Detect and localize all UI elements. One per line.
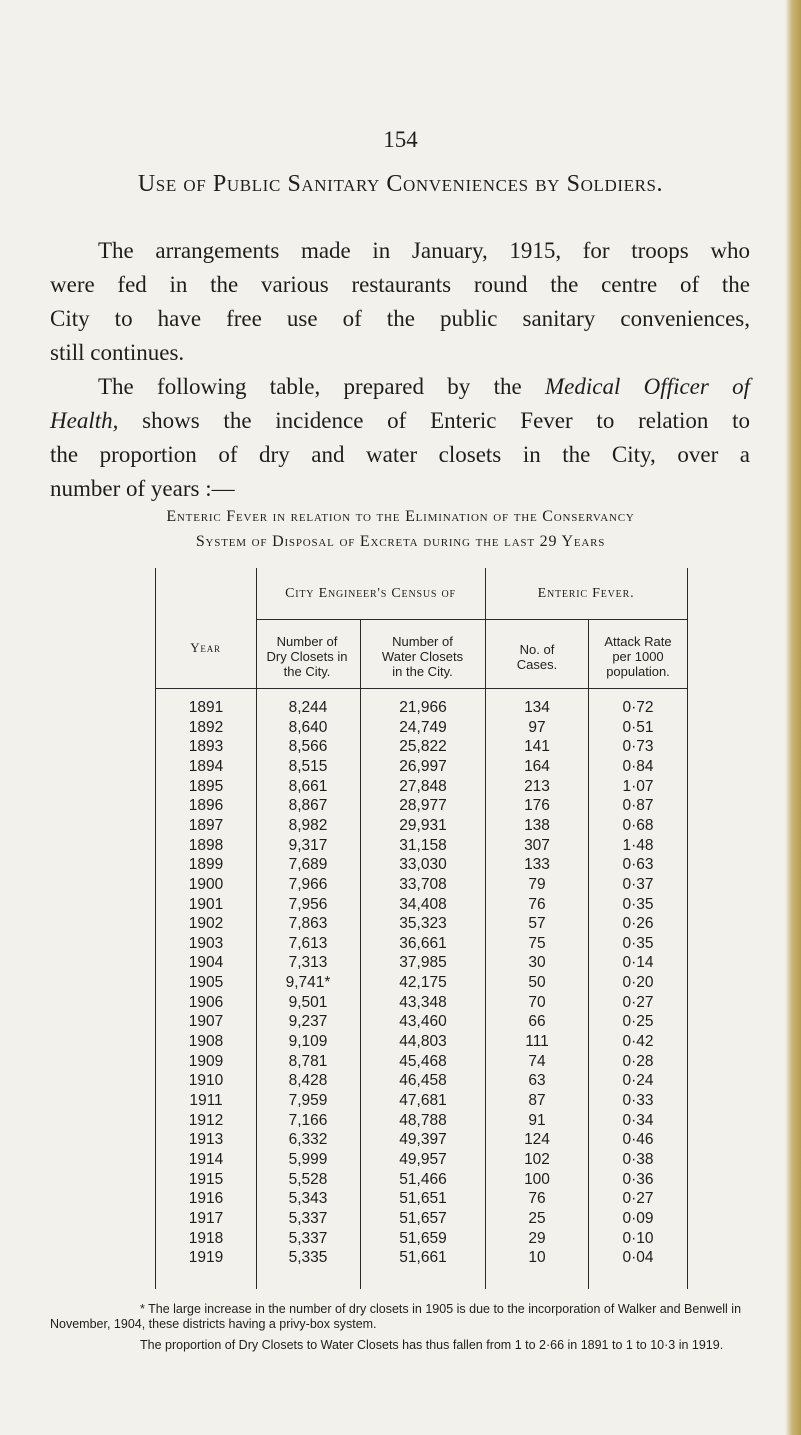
cell-year: 1907 (188, 1013, 224, 1031)
cell-year: 1904 (188, 954, 224, 972)
cell-cases: 164 (524, 757, 550, 775)
header-line: Cases. (516, 657, 558, 672)
cell-rate: 0·20 (622, 974, 654, 992)
header-line: Number of (276, 634, 338, 649)
cell-dry: 9,501 (288, 993, 328, 1011)
cell-rate: 0·28 (622, 1052, 654, 1070)
health-title: Health, (50, 408, 119, 433)
cell-rate: 0·14 (622, 954, 654, 972)
cell-year: 1912 (188, 1111, 224, 1129)
cell-cases: 213 (524, 777, 550, 795)
cell-year: 1900 (188, 875, 224, 893)
paragraph-line: still continues. (50, 340, 185, 365)
cell-water: 51,651 (399, 1190, 447, 1208)
cell-cases: 57 (528, 915, 546, 933)
cell-dry: 8,661 (288, 777, 328, 795)
cell-rate: 0·24 (622, 1072, 654, 1090)
cell-cases: 141 (524, 738, 550, 756)
cell-year: 1893 (188, 738, 224, 756)
cell-cases: 97 (528, 718, 546, 736)
header-line: the City. (283, 664, 331, 679)
cell-water: 28,977 (399, 797, 447, 815)
cell-year: 1909 (188, 1052, 224, 1070)
cell-rate: 0·51 (622, 718, 654, 736)
cell-cases: 76 (528, 895, 546, 913)
census-group-header: City Engineer's Census of (285, 586, 456, 601)
cell-year: 1911 (189, 1092, 223, 1109)
cell-year: 1908 (188, 1033, 224, 1051)
cell-dry: 5,528 (288, 1170, 328, 1188)
cell-cases: 134 (524, 699, 550, 716)
cell-dry: 8,428 (288, 1072, 328, 1090)
cell-cases: 25 (528, 1209, 546, 1227)
cell-rate: 0·72 (622, 699, 654, 716)
cell-water: 37,985 (399, 954, 447, 972)
cell-year: 1905 (188, 974, 224, 992)
header-line: population. (606, 664, 670, 679)
cell-cases: 102 (524, 1150, 550, 1168)
cell-year: 1892 (188, 718, 224, 736)
cell-cases: 100 (524, 1170, 550, 1188)
cell-year: 1917 (188, 1209, 224, 1227)
cell-water: 49,397 (399, 1131, 447, 1149)
dry-closets-header (258, 634, 356, 679)
enteric-group-header: Enteric Fever. (537, 586, 635, 601)
cell-year: 1914 (188, 1150, 224, 1168)
cell-water: 48,788 (399, 1111, 447, 1129)
section-heading: Use of Public Sanitary Conveniences by Soldiers. (137, 171, 664, 197)
paragraph-line: the proportion of dry and water closets in the City, over a (50, 442, 750, 467)
cell-year: 1895 (188, 777, 224, 795)
cell-cases: 176 (524, 797, 550, 815)
cell-rate: 0·27 (622, 993, 654, 1011)
cell-cases: 10 (528, 1249, 546, 1267)
paragraph-text: The following table, prepared by the (98, 374, 522, 399)
cell-cases: 63 (528, 1072, 546, 1090)
table-caption-line1: Enteric Fever in relation to the Elimination of the Conservancy (166, 508, 635, 525)
cell-year: 1894 (188, 757, 224, 775)
cell-dry: 5,335 (288, 1249, 328, 1267)
cell-cases: 111 (525, 1033, 549, 1051)
cell-year: 1891 (188, 699, 224, 716)
cell-dry: 7,313 (288, 954, 328, 972)
cell-rate: 0·42 (622, 1033, 654, 1051)
cell-dry: 8,867 (288, 797, 328, 815)
cell-water: 27,848 (399, 777, 447, 795)
cell-rate: 0·33 (622, 1092, 654, 1109)
cell-dry: 8,640 (288, 718, 328, 736)
cell-rate: 0·27 (622, 1190, 654, 1208)
cell-dry: 9,109 (288, 1033, 328, 1051)
cell-year: 1910 (188, 1072, 224, 1090)
cell-cases: 74 (528, 1052, 546, 1070)
cell-water: 33,708 (399, 875, 447, 893)
cell-water: 25,822 (399, 738, 447, 756)
cell-rate: 0·63 (622, 856, 654, 874)
cell-water: 49,957 (399, 1150, 447, 1168)
table-rule (256, 619, 687, 620)
page-number: 154 (383, 127, 418, 152)
cell-year: 1896 (188, 797, 224, 815)
cell-year: 1916 (188, 1190, 224, 1208)
cell-cases: 70 (528, 993, 546, 1011)
cell-dry: 7,689 (288, 856, 328, 874)
cell-water: 51,466 (399, 1170, 447, 1188)
cell-dry: 7,966 (288, 875, 328, 893)
cell-rate: 0·37 (622, 875, 654, 893)
cell-dry: 8,982 (288, 816, 328, 834)
cell-cases: 124 (524, 1131, 550, 1149)
cell-water: 45,468 (399, 1052, 447, 1070)
paragraph-text: shows the incidence of Enteric Fever to relation to (142, 408, 751, 433)
cell-rate: 0·25 (622, 1013, 654, 1031)
cell-rate: 0·10 (622, 1229, 654, 1247)
cell-dry: 6,332 (288, 1131, 328, 1149)
cell-dry: 5,343 (288, 1190, 328, 1208)
cell-year: 1915 (188, 1170, 224, 1188)
cell-rate: 1·48 (622, 836, 654, 854)
header-line: in the City. (392, 664, 453, 679)
cell-water: 26,997 (399, 757, 447, 775)
cell-dry: 5,337 (288, 1209, 328, 1227)
cell-year: 1902 (188, 915, 224, 933)
cell-rate: 0·46 (622, 1131, 654, 1149)
cell-dry: 7,166 (288, 1111, 328, 1129)
header-line: Dry Closets in (266, 649, 348, 664)
cell-year: 1897 (188, 816, 224, 834)
cell-dry: 5,337 (288, 1229, 328, 1247)
attack-rate-header (590, 634, 686, 679)
cell-water: 51,657 (399, 1209, 447, 1227)
cell-rate: 0·84 (622, 757, 654, 775)
cell-cases: 29 (528, 1229, 546, 1247)
cell-rate: 0·35 (622, 934, 654, 952)
year-header: Year (190, 640, 221, 655)
paragraph-line: The arrangements made in January, 1915, for troops who (98, 238, 750, 263)
cell-dry: 7,613 (288, 934, 328, 952)
cell-year: 1918 (188, 1229, 224, 1247)
cell-dry: 7,959 (288, 1092, 328, 1109)
table-rule (155, 688, 687, 689)
cell-cases: 87 (528, 1092, 546, 1109)
cell-cases: 91 (528, 1111, 546, 1129)
table-caption-line2: System of Disposal of Excreta during the last 29 Years (195, 533, 606, 550)
cell-water: 21,966 (399, 699, 447, 716)
cell-water: 34,408 (399, 895, 447, 913)
cell-dry: 7,863 (288, 915, 328, 933)
cell-rate: 0·38 (622, 1150, 654, 1168)
cell-cases: 307 (524, 836, 550, 854)
cell-water: 43,460 (399, 1013, 447, 1031)
cell-cases: 133 (524, 856, 550, 874)
paragraph-line: City to have free use of the public sanitary conveniences, (50, 306, 750, 331)
cell-rate: 0·04 (622, 1249, 654, 1267)
cell-rate: 0·73 (622, 738, 654, 756)
cell-water: 47,681 (399, 1092, 447, 1109)
cell-water: 44,803 (399, 1033, 447, 1051)
cell-dry: 8,566 (288, 738, 328, 756)
cell-cases: 30 (528, 954, 546, 972)
water-closets-header (362, 634, 483, 679)
cell-cases: 76 (528, 1190, 546, 1208)
cell-water: 43,348 (399, 993, 447, 1011)
header-line: No. of (519, 642, 555, 657)
paragraph-line: number of years :— (50, 476, 235, 501)
cell-dry: 5,999 (288, 1150, 328, 1168)
cell-year: 1903 (188, 934, 224, 952)
cell-water: 31,158 (399, 836, 447, 854)
cell-rate: 0·36 (622, 1170, 654, 1188)
cases-header (487, 642, 587, 672)
cell-dry: 8,244 (288, 699, 328, 716)
table-row (0, 1249, 801, 1271)
header-line: Number of (392, 634, 453, 649)
cell-rate: 1·07 (622, 777, 654, 795)
header-line: Attack Rate (604, 634, 672, 649)
cell-year: 1906 (188, 993, 224, 1011)
cell-dry: 8,781 (288, 1052, 328, 1070)
cell-cases: 50 (528, 974, 546, 992)
cell-rate: 0·26 (622, 915, 654, 933)
header-line: per 1000 (612, 649, 664, 664)
cell-year: 1901 (188, 895, 224, 913)
cell-water: 51,659 (399, 1229, 447, 1247)
cell-dry: 7,956 (288, 895, 328, 913)
cell-water: 36,661 (399, 934, 447, 952)
cell-year: 1898 (188, 836, 224, 854)
cell-cases: 75 (528, 934, 546, 952)
cell-cases: 66 (528, 1013, 546, 1031)
cell-cases: 138 (524, 816, 550, 834)
cell-water: 42,175 (399, 974, 447, 992)
cell-dry: 9,317 (288, 836, 328, 854)
cell-water: 24,749 (399, 718, 447, 736)
cell-year: 1919 (188, 1249, 224, 1267)
cell-rate: 0·68 (622, 816, 654, 834)
cell-rate: 0·34 (622, 1111, 654, 1129)
footnote-dry-closets: * The large increase in the number of dry closets in 1905 is due to the incorporation of Walker and Benwell in November, 1904, these districts having a privy-box system. (50, 1302, 742, 1331)
cell-rate: 0·09 (622, 1209, 654, 1227)
cell-year: 1899 (188, 856, 224, 874)
footnote-proportion: The proportion of Dry Closets to Water Closets has thus fallen from 1 to 2·66 in 1891 to 1 to 10·3 in 1919. (140, 1338, 724, 1352)
paragraph-line: were fed in the various restaurants round the centre of the (50, 272, 750, 297)
cell-dry: 9,741* (285, 974, 331, 992)
cell-water: 33,030 (399, 856, 447, 874)
cell-year: 1913 (188, 1131, 224, 1149)
cell-cases: 79 (528, 875, 546, 893)
cell-water: 51,661 (399, 1249, 447, 1267)
cell-water: 46,458 (399, 1072, 447, 1090)
cell-dry: 8,515 (288, 757, 328, 775)
cell-rate: 0·35 (622, 895, 654, 913)
cell-dry: 9,237 (288, 1013, 328, 1031)
cell-rate: 0·87 (622, 797, 654, 815)
header-line: Water Closets (381, 649, 464, 664)
cell-water: 35,323 (399, 915, 447, 933)
medical-officer-title: Medical Officer of (545, 374, 751, 399)
cell-water: 29,931 (399, 816, 447, 834)
